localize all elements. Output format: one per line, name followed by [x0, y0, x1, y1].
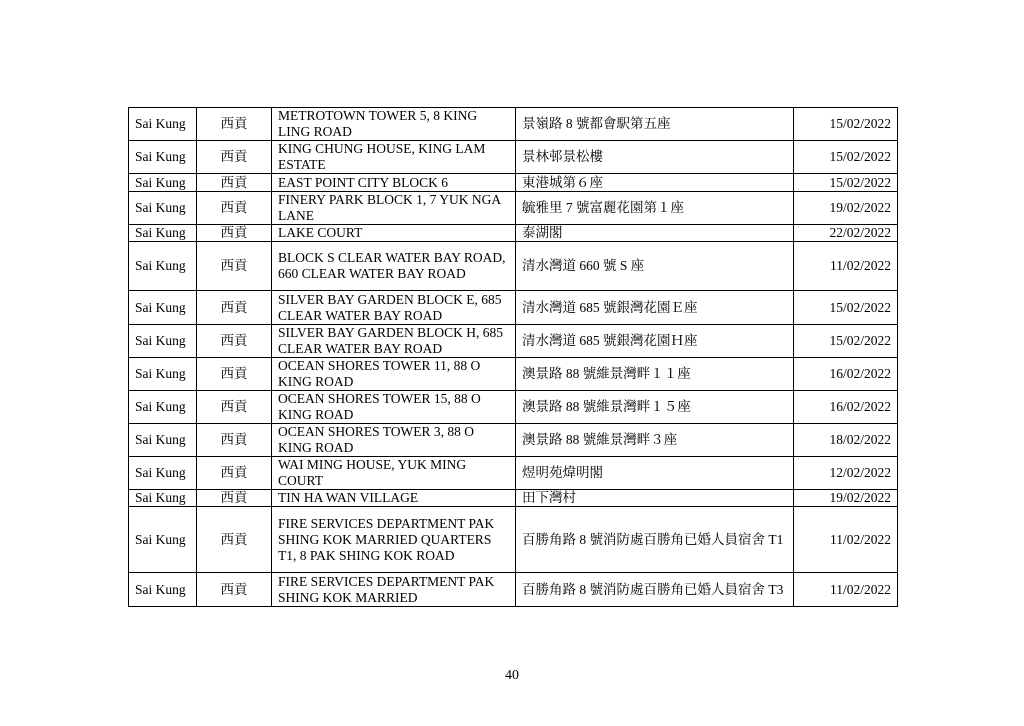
district-cell: Sai Kung [129, 108, 197, 141]
address-english-cell: METROTOWN TOWER 5, 8 KING LING ROAD [272, 108, 516, 141]
table-row [129, 490, 898, 507]
date-cell: 19/02/2022 [794, 490, 898, 507]
district-cell: Sai Kung [129, 291, 197, 325]
address-english-cell: WAI MING HOUSE, YUK MING COURT [272, 457, 516, 490]
date-cell: 15/02/2022 [794, 325, 898, 358]
address-english-cell: OCEAN SHORES TOWER 3, 88 O KING ROAD [272, 424, 516, 457]
address-english-cell: FINERY PARK BLOCK 1, 7 YUK NGA LANE [272, 192, 516, 225]
date-cell: 11/02/2022 [794, 507, 898, 573]
address-english-cell: LAKE COURT [272, 225, 516, 242]
district-chinese-cell: 西貢 [197, 192, 272, 225]
address-chinese-cell: 百勝角路 8 號消防處百勝角已婚人員宿舍 T1 [516, 507, 794, 573]
address-chinese-cell: 清水灣道 685 號銀灣花園Ｈ座 [516, 325, 794, 358]
address-chinese-cell: 田下灣村 [516, 490, 794, 507]
address-chinese-cell: 泰湖閣 [516, 225, 794, 242]
district-cell: Sai Kung [129, 242, 197, 291]
district-chinese-cell: 西貢 [197, 490, 272, 507]
address-chinese-cell: 清水灣道 660 號 S 座 [516, 242, 794, 291]
date-cell: 18/02/2022 [794, 424, 898, 457]
table-row [129, 358, 898, 391]
district-cell: Sai Kung [129, 141, 197, 174]
date-cell: 22/02/2022 [794, 225, 898, 242]
district-chinese-cell: 西貢 [197, 325, 272, 358]
table-row [129, 507, 898, 573]
date-cell: 15/02/2022 [794, 108, 898, 141]
district-chinese-cell: 西貢 [197, 424, 272, 457]
date-cell: 15/02/2022 [794, 141, 898, 174]
district-chinese-cell: 西貢 [197, 573, 272, 607]
address-chinese-cell: 澳景路 88 號維景灣畔１１座 [516, 358, 794, 391]
district-cell: Sai Kung [129, 174, 197, 192]
address-english-cell: EAST POINT CITY BLOCK 6 [272, 174, 516, 192]
page-number: 40 [505, 668, 519, 683]
address-chinese-cell: 景嶺路 8 號都會駅第五座 [516, 108, 794, 141]
district-cell: Sai Kung [129, 358, 197, 391]
district-cell: Sai Kung [129, 192, 197, 225]
address-chinese-cell: 清水灣道 685 號銀灣花園Ｅ座 [516, 291, 794, 325]
address-english-cell: FIRE SERVICES DEPARTMENT PAK SHING KOK MARRIED QUARTERS T1, 8 PAK SHING KOK ROAD [272, 507, 516, 573]
table-row [129, 192, 898, 225]
district-chinese-cell: 西貢 [197, 225, 272, 242]
address-english-cell: SILVER BAY GARDEN BLOCK H, 685 CLEAR WATER BAY ROAD [272, 325, 516, 358]
district-chinese-cell: 西貢 [197, 141, 272, 174]
address-chinese-cell: 澳景路 88 號維景灣畔１５座 [516, 391, 794, 424]
date-cell: 11/02/2022 [794, 242, 898, 291]
address-chinese-cell: 東港城第６座 [516, 174, 794, 192]
table-row [129, 325, 898, 358]
table-row [129, 141, 898, 174]
district-cell: Sai Kung [129, 225, 197, 242]
address-chinese-cell: 澳景路 88 號維景灣畔３座 [516, 424, 794, 457]
district-cell: Sai Kung [129, 507, 197, 573]
table-row [129, 424, 898, 457]
building-list-table [128, 107, 898, 607]
table-row [129, 291, 898, 325]
district-chinese-cell: 西貢 [197, 457, 272, 490]
date-cell: 15/02/2022 [794, 291, 898, 325]
table-row [129, 225, 898, 242]
address-english-cell: FIRE SERVICES DEPARTMENT PAK SHING KOK MARRIED [272, 573, 516, 607]
district-chinese-cell: 西貢 [197, 174, 272, 192]
district-cell: Sai Kung [129, 457, 197, 490]
table-body [129, 108, 898, 607]
district-cell: Sai Kung [129, 424, 197, 457]
district-chinese-cell: 西貢 [197, 291, 272, 325]
table-row [129, 242, 898, 291]
table-row [129, 457, 898, 490]
address-english-cell: BLOCK S CLEAR WATER BAY ROAD, 660 CLEAR WATER BAY ROAD [272, 242, 516, 291]
table-row [129, 174, 898, 192]
address-english-cell: SILVER BAY GARDEN BLOCK E, 685 CLEAR WATER BAY ROAD [272, 291, 516, 325]
address-english-cell: OCEAN SHORES TOWER 11, 88 O KING ROAD [272, 358, 516, 391]
address-english-cell: OCEAN SHORES TOWER 15, 88 O KING ROAD [272, 391, 516, 424]
district-chinese-cell: 西貢 [197, 108, 272, 141]
district-cell: Sai Kung [129, 391, 197, 424]
table-row [129, 391, 898, 424]
table-row [129, 573, 898, 607]
address-chinese-cell: 毓雅里 7 號富麗花園第１座 [516, 192, 794, 225]
address-chinese-cell: 景林邨景松樓 [516, 141, 794, 174]
district-chinese-cell: 西貢 [197, 242, 272, 291]
address-chinese-cell: 煜明苑煒明閣 [516, 457, 794, 490]
address-english-cell: KING CHUNG HOUSE, KING LAM ESTATE [272, 141, 516, 174]
district-chinese-cell: 西貢 [197, 358, 272, 391]
date-cell: 12/02/2022 [794, 457, 898, 490]
district-chinese-cell: 西貢 [197, 391, 272, 424]
address-chinese-cell: 百勝角路 8 號消防處百勝角已婚人員宿舍 T3 [516, 573, 794, 607]
district-cell: Sai Kung [129, 325, 197, 358]
date-cell: 16/02/2022 [794, 391, 898, 424]
date-cell: 19/02/2022 [794, 192, 898, 225]
address-english-cell: TIN HA WAN VILLAGE [272, 490, 516, 507]
date-cell: 16/02/2022 [794, 358, 898, 391]
date-cell: 11/02/2022 [794, 573, 898, 607]
table-row [129, 108, 898, 141]
date-cell: 15/02/2022 [794, 174, 898, 192]
district-cell: Sai Kung [129, 490, 197, 507]
district-chinese-cell: 西貢 [197, 507, 272, 573]
district-cell: Sai Kung [129, 573, 197, 607]
